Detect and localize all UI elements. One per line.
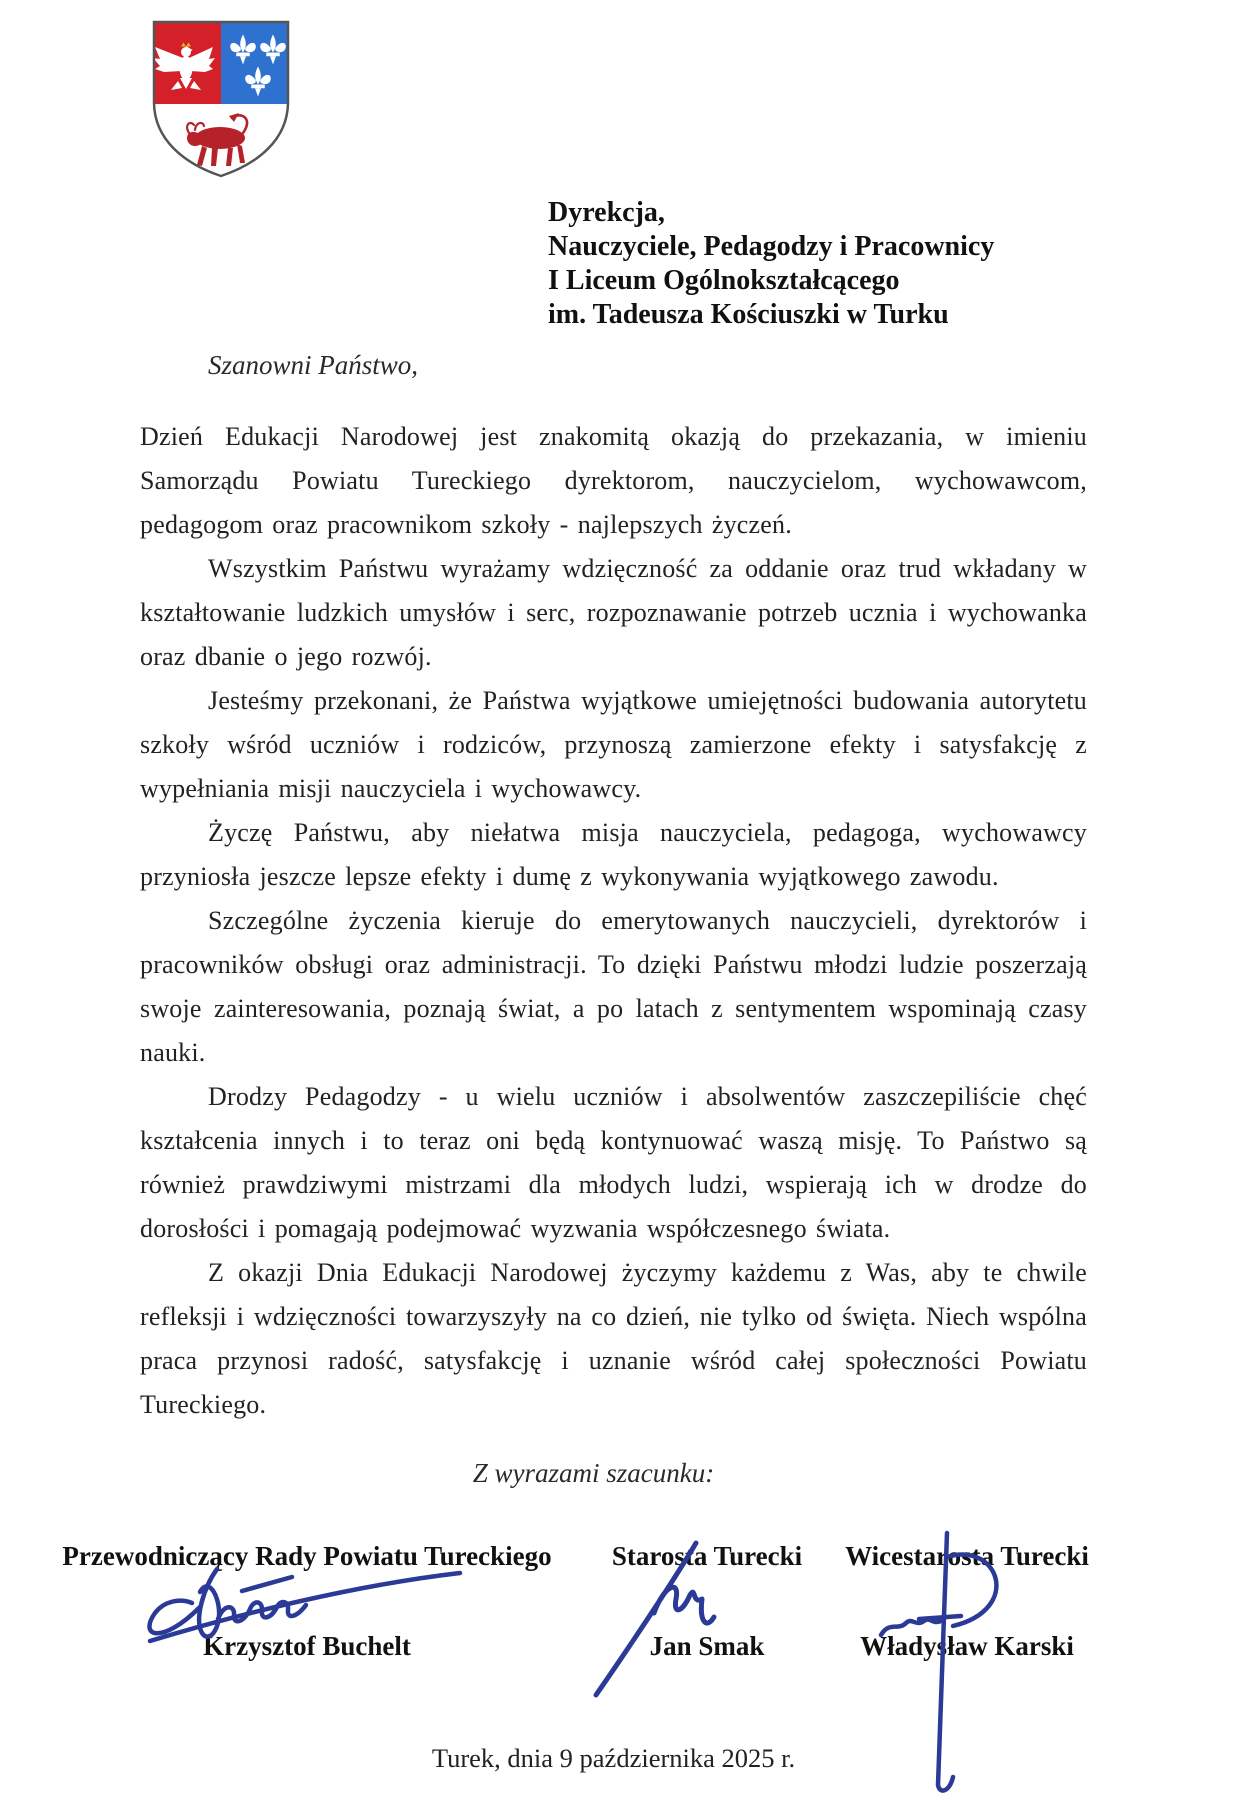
paragraph-5: Szczególne życzenia kieruje do emerytowanych nauczycieli, dyrektorów i pracowników obsługi oraz administracji. To dzięki Państwu młodzi ludzie poszerzają swoje zainteresowania, poznają świat, a po latach z sentymentem wspominają czasy nauki.: [140, 906, 1087, 1067]
coat-of-arms-graphic: [148, 16, 294, 186]
paragraph-4: Życzę Państwu, aby niełatwa misja nauczyciela, pedagoga, wychowawcy przyniosła jeszcze lepsze efekty i dumę z wykonywania wyjątkowego zawodu.: [140, 818, 1087, 891]
paragraph-7: Z okazji Dnia Edukacji Narodowej życzymy każdemu z Was, aby te chwile refleksji i wdzięczności towarzyszyły na co dzień, nie tylko od święta. Niech wspólna praca przynosi radość, satysfakcję i uznanie wśród całej społeczności Powiatu Tureckiego.: [140, 1258, 1087, 1419]
coat-of-arms: [148, 16, 294, 186]
signature-block: [57, 1539, 1127, 1704]
dateline: Turek, dnia 9 października 2025 r.: [431, 1743, 796, 1773]
closing-phrase: Z wyrazami szacunku:: [472, 1458, 715, 1488]
recipient-line-4: im. Tadeusza Kościuszki w Turku: [548, 299, 949, 330]
recipient-block: [548, 196, 994, 332]
signature-title-starosta: Starosta Turecki: [611, 1541, 803, 1571]
signature-column-starosta: [597, 1539, 817, 1704]
paragraph-3: Jesteśmy przekonani, że Państwa wyjątkowe umiejętności budowania autorytetu szkoły wśród uczniów i rodziców, przynoszą zamierzone efekty i satysfakcję z wypełniania misji nauczyciela i wychowawcy.: [140, 686, 1087, 803]
recipient-line-3: I Liceum Ogólnokształcącego: [548, 265, 900, 296]
recipient-line-1: Dyrekcja,: [548, 197, 665, 228]
signature-column-wicestarosta: [817, 1539, 1117, 1704]
signature-name-jan-smak: Jan Smak: [649, 1631, 765, 1661]
signature-title-chairman: Przewodniczący Rady Powiatu Tureckiego: [62, 1541, 552, 1571]
signature-title-wicestarosta: Wicestarosta Turecki: [845, 1541, 1089, 1571]
signature-name-krzysztof-buchelt: Krzysztof Buchelt: [203, 1631, 411, 1661]
paragraph-2: Wszystkim Państwu wyrażamy wdzięczność za oddanie oraz trud wkładany w kształtowanie ludzkich umysłów i serc, rozpoznawanie potrzeb ucznia i wychowanka oraz dbanie o jego rozwój.: [140, 554, 1087, 671]
paragraph-1: Dzień Edukacji Narodowej jest znakomitą okazją do przekazania, w imieniu Samorządu Powiatu Tureckiego dyrektorom, nauczycielom, wychowawcom, pedagogom oraz pracownikom szkoły - najlepszych życzeń.: [140, 422, 1087, 539]
salutation: Szanowni Państwo,: [208, 350, 419, 380]
letter-body: [62, 345, 1089, 1776]
paragraph-6: Drodzy Pedagodzy - u wielu uczniów i absolwentów zaszczepiliście chęć kształcenia innych i to teraz oni będą kontynuować waszą misję. To Państwo są również prawdziwymi mistrzami dla młodych ludzi, wspierają ich w drodze do dorosłości i pomagają podejmować wyzwania współczesnego świata.: [140, 1082, 1087, 1243]
signature-name-wladyslaw-karski: Władysław Karski: [860, 1631, 1074, 1661]
recipient-line-2: Nauczyciele, Pedagodzy i Pracownicy: [548, 231, 995, 262]
signature-column-chairman: [57, 1539, 557, 1704]
